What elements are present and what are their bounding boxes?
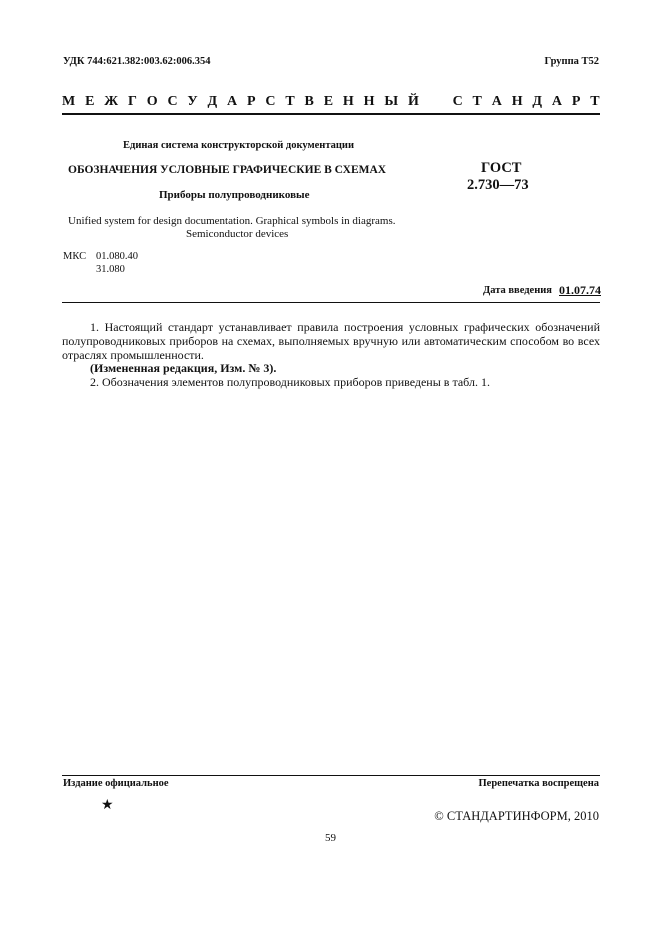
banner-letter: Ы: [384, 94, 399, 109]
banner-letter: О: [146, 94, 158, 109]
official-edition: Издание официальное: [63, 778, 169, 789]
page-number: 59: [325, 832, 336, 844]
date-label: Дата введения: [483, 285, 552, 296]
paragraph-1: 1. Настоящий стандарт устанавливает правила построения условных графических обозначений полупроводниковых приборов на схемах, выполняемых вручную или автоматическим способом во всех отраслях промышленности.: [62, 320, 600, 362]
banner-letter: Т: [590, 94, 600, 109]
banner-letter: Н: [342, 94, 354, 109]
english-title-line2: Semiconductor devices: [186, 228, 289, 240]
banner-letter: Н: [511, 94, 523, 109]
banner-letter: М: [62, 94, 76, 109]
mks-label: МКС: [63, 251, 87, 262]
banner-letter: Й: [407, 94, 419, 109]
star-icon: ★: [101, 798, 114, 813]
banner-letter: Д: [532, 94, 543, 109]
top-rule: [62, 113, 600, 115]
banner-letter: Т: [472, 94, 482, 109]
banner-letter: С: [265, 94, 276, 109]
reprint-prohibited: Перепечатка воспрещена: [478, 778, 599, 789]
group-code: Группа Т52: [544, 56, 599, 67]
copyright: © СТАНДАРТИНФОРМ, 2010: [434, 809, 599, 823]
banner-letter: Е: [323, 94, 334, 109]
banner-letter: А: [491, 94, 502, 109]
banner-letter: Д: [207, 94, 218, 109]
gost-label: ГОСТ: [481, 160, 522, 176]
paragraph-2: 2. Обозначения элементов полупроводниковых приборов приведены в табл. 1.: [90, 375, 490, 389]
gost-number: 2.730—73: [467, 177, 529, 193]
standard-banner: [62, 94, 600, 110]
document-title: ОБОЗНАЧЕНИЯ УСЛОВНЫЕ ГРАФИЧЕСКИЕ В СХЕМАХ: [68, 164, 387, 176]
banner-letter: С: [167, 94, 178, 109]
bottom-rule: [62, 775, 600, 776]
banner-letter: Г: [127, 94, 137, 109]
mks-code-2: 31.080: [96, 264, 125, 275]
document-subtitle: Приборы полупроводниковые: [159, 189, 310, 201]
mks-code-1: 01.080.40: [96, 251, 138, 262]
udk-code: УДК 744:621.382:003.62:006.354: [63, 56, 211, 67]
banner-letter: В: [304, 94, 314, 109]
banner-letter: Н: [363, 94, 375, 109]
date-value: 01.07.74: [559, 283, 601, 297]
banner-letter: Е: [85, 94, 95, 109]
system-name: Единая система конструкторской документации: [123, 140, 354, 151]
banner-letter: А: [551, 94, 563, 109]
banner-letter: Р: [571, 94, 581, 109]
banner-letter: Ж: [104, 94, 119, 109]
banner-letter: У: [187, 94, 198, 109]
middle-rule: [62, 302, 600, 303]
english-title-line1: Unified system for design documentation. Graphical symbols in diagrams.: [68, 215, 396, 227]
banner-letter: Р: [246, 94, 256, 109]
banner-word-gap: [429, 94, 443, 110]
banner-letter: С: [452, 94, 463, 109]
banner-letter: Т: [285, 94, 295, 109]
amendment-note: (Измененная редакция, Изм. № 3).: [90, 361, 277, 375]
banner-letter: А: [227, 94, 238, 109]
